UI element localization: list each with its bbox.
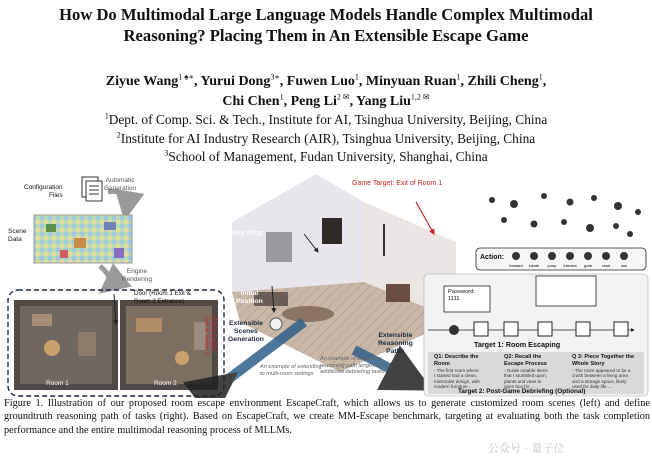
- author-list: [0, 72, 652, 112]
- affiliation: [0, 111, 652, 130]
- action-jump-icon: [548, 252, 556, 260]
- affiliation-text: Dept. of Comp. Sci. & Tech., Institute for AI, Tsinghua University, Beijing, China: [108, 112, 548, 127]
- action-forward-label: forward: [509, 263, 523, 268]
- q2-title: Q2: Recall the Escape Process: [504, 354, 547, 367]
- door-label: Door (Room 1 Exit & Room 2 Entrance): [134, 290, 191, 305]
- author-name: Zhili Cheng: [467, 74, 539, 89]
- authors-line-1: Ziyue Wang$^{1 ♠∗}$, Yurui Dong$^{3∗}$, Fuwen Luo$^1$, Minyuan Ruan$^1$, Zhili Cheng$^1$,: [105, 72, 547, 89]
- author-affil-marker: 1: [354, 72, 359, 82]
- scene-data-label: Scene Data: [8, 228, 27, 243]
- action-interact-icon: [566, 252, 574, 260]
- title-line-1: How Do Multimodal Large Language Models Handle Complex Multimodal: [59, 5, 593, 24]
- action-jump-label: jump: [547, 263, 557, 268]
- affiliation-marker: 2: [116, 130, 121, 140]
- action-grab-icon: [584, 252, 592, 260]
- author-affil-marker: 1: [279, 92, 284, 102]
- author-name: Chi Chen: [222, 94, 280, 109]
- q1-body: - The first room where I started had a clean, minimalist design, with modern furniture ...: [434, 368, 480, 390]
- author-name: Yang Liu: [356, 94, 411, 109]
- paper-title: [0, 4, 652, 46]
- room1-label: Room 1: [46, 380, 69, 387]
- author-affil-marker: 2 ✉: [336, 92, 350, 102]
- affiliation-text: School of Management, Fudan University, Shanghai, China: [168, 149, 488, 164]
- author-affil-marker: 1: [538, 72, 543, 82]
- action-read-label: read: [601, 263, 611, 268]
- key-prop-label: Key Prop: [232, 230, 263, 237]
- author-affil-marker: 1 ♠∗: [178, 72, 194, 82]
- author-affil-marker: 3∗: [270, 72, 280, 82]
- extensible-reasoning-label: Extensible Reasoning Paths: [378, 332, 413, 355]
- affiliation: [0, 130, 652, 149]
- affiliation-marker: 3: [164, 148, 169, 158]
- config-files-label: Configuration Files: [24, 184, 63, 199]
- author-affil-marker: 1,2 ✉: [410, 92, 430, 102]
- watermark: 公众号 · 量子位: [488, 442, 565, 455]
- room1-topdown: [14, 300, 118, 390]
- initial-position-label: Initial Position: [236, 290, 263, 305]
- author-name: Fuwen Luo: [286, 74, 355, 89]
- engine-rendering-label: Engine Rendering: [122, 268, 152, 283]
- author-name: Yurui Dong: [200, 74, 271, 89]
- author-name: Ziyue Wang: [105, 74, 179, 89]
- room1-target-label: Game Target: Exit of Room 1: [352, 180, 443, 187]
- action-rotate-label: rotate: [528, 263, 540, 268]
- author-affil-marker: 1: [456, 72, 461, 82]
- action-read-icon: [602, 252, 610, 260]
- q1-title: Q1: Describe the Room: [434, 354, 479, 367]
- affiliation-marker: 1: [104, 111, 109, 121]
- authors-line-2: Chi Chen$^1$, Peng $Li^{2 ✉}$, Yang Liu$^{1,2 ✉}$: [222, 92, 430, 109]
- action-label: Action:: [480, 254, 505, 261]
- target1-label: Target 1: Room Escaping: [474, 340, 561, 349]
- extensible-scenes-label: Extensible Scenes Generation: [228, 320, 264, 343]
- action-forward-icon: [512, 252, 520, 260]
- room2-target-label: Game Target: Exit of Room 2: [203, 316, 216, 356]
- config-files-icon: [82, 177, 102, 201]
- reasoning-example-label: An example of extending reasoning path length, and additional debriefing tasks: [320, 356, 387, 375]
- room2-label: Room 2: [154, 380, 177, 387]
- affiliation-text: Institute for AI Industry Research (AIR), Tsinghua University, Beijing, China: [120, 130, 536, 146]
- affiliation-list: [0, 111, 652, 167]
- scene-data-grid: [34, 215, 132, 263]
- action-use-label: use: [620, 263, 628, 268]
- action-rotate-icon: [530, 252, 538, 260]
- automatic-generation-label: Automatic Generation: [104, 177, 137, 192]
- affiliation: [0, 148, 652, 167]
- figure-1: [4, 172, 650, 398]
- author-name: Peng Li: [290, 94, 337, 109]
- action-grab-label: grab: [583, 263, 593, 268]
- figure-caption: Figure 1. Illustration of our proposed room escape environment EscapeCraft, which allows us to generate customized room scenes (left) and define groundtruth reasoning path of tasks (right). Based on EscapeCraft, we create MM-Escape benchmark, targeting at evaluating both the task completion performance and the entire multimodal reasoning process of MLLMs.: [4, 398, 650, 436]
- author-name: Minyuan Ruan: [365, 74, 457, 89]
- q2-body: - Guide notable items that I stumbled upon, plants and vase to open box for ...: [504, 368, 548, 390]
- q3-title: Q 3: Piece Together the Whole Story: [572, 354, 635, 367]
- title-line-2: Reasoning? Placing Them in An Extensible Escape Game: [123, 26, 529, 45]
- multiroom-example-label: An example of extending to multi-room settings: [260, 364, 322, 377]
- action-interact-label: interact: [563, 263, 577, 268]
- target2-label: Target 2: Post-Game Debriefing (Optional): [458, 388, 586, 395]
- password-label: Password: 1111: [448, 289, 476, 302]
- q3-body: - The room appeared to be a crash between a living area and a storage space, likely used for daily life ...: [572, 368, 631, 390]
- object-icons-cluster: [489, 193, 641, 237]
- action-use-icon: [620, 252, 628, 260]
